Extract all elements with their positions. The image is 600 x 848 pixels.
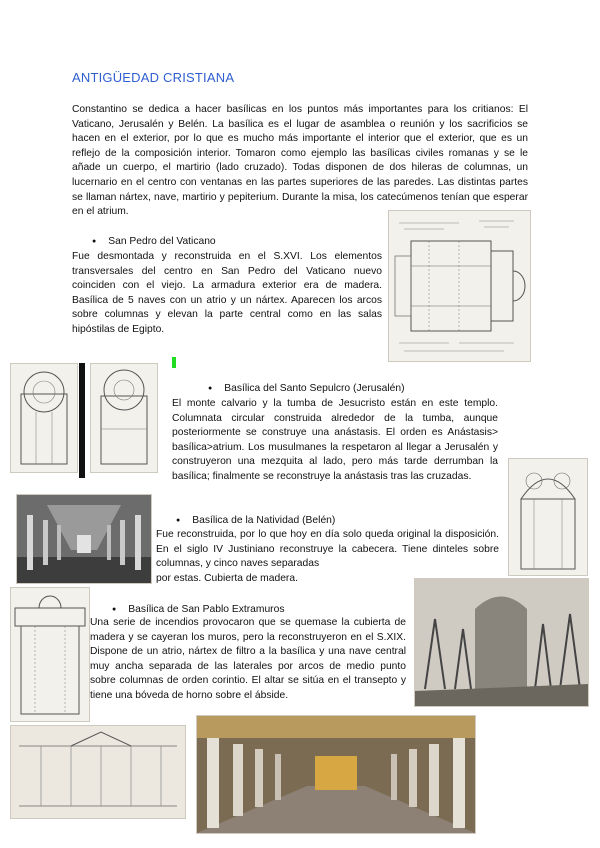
page-title: ANTIGÜEDAD CRISTIANA (72, 70, 235, 85)
pablo-heading: ● Basílica de San Pablo Extramuros (112, 603, 284, 618)
pablo-plan-figure (10, 587, 90, 722)
natividad-paragraph: Fue reconstruida, por lo que hoy en día solo queda original la disposición. En el siglo IV Justiniano reconstruye la cabecera. Tiene dinteles sobre columnas, y cinco naves separadas (156, 529, 499, 570)
sepulcro-plan-figure-2 (90, 363, 158, 473)
vaticano-paragraph: Fue desmontada y reconstruida en el S.XVI. Los elementos transversales del centro en San Pedro del Vaticano nuevo coinciden con el viejo. La armadura exterior era de madera. Basílica de 5 naves con un atrio y un nártex. Aparecen los arcos sobre columnas y elevan la parte central como en las salas hipóstilas de Egipto. (72, 251, 382, 335)
natividad-plan-figure (508, 458, 588, 576)
pablo-interior-photo (196, 715, 476, 834)
pablo-paragraph: Una serie de incendios provocaron que se quemase la cubierta de madera y se cayeran los muros, pero la reconstruyeron en el S.XIX. Dispone de un atrio, nártex de filtro a la basílica y una nave central muy ancha separada de las laterales por arcos de medio punto sobre columnas de orden corintio. El altar se sitúa en el transepto y tiene una bóveda de horno sobre el ábside. (90, 617, 406, 701)
vaticano-heading: ● San Pedro del Vaticano (92, 235, 216, 250)
sepulcro-plan-figure-1 (10, 363, 78, 473)
sepulcro-heading: ● Basílica del Santo Sepulcro (Jerusalén) (208, 382, 405, 397)
natividad-paragraph-end: por estas. Cubierta de madera. (156, 573, 298, 584)
narthex-highlight (172, 357, 176, 368)
natividad-heading: ● Basílica de la Natividad (Belén) (176, 514, 335, 529)
narthex-definition (172, 352, 176, 370)
pablo-elevation-engraving (10, 725, 186, 819)
pablo-ruins-engraving (414, 578, 589, 707)
vaticano-plan-figure (388, 210, 531, 362)
intro-paragraph: Constantino se dedica a hacer basílicas en los puntos más importantes para los critianos: El Vaticano, Jerusalén y Belén. La basílica es el lugar de asamblea o reunión y los sacrificios se hacen en el exterior, por lo que es mucho más importante el interior que el exterior, que es un reflejo de la composición interior. Tomaron como ejemplo las basílicas civiles romanas y se le añade un cuerpo, el martirio (lado cruzado). Todas disponen de dos hileras de columnas, un lucernario en el centro con ventanas en las partes superiores de las paredes. Las distintas partes se llaman nártex, nave, martirio y pepiterium. Durante la misa, los catecúmenos tenían que esperar en el atrium. (72, 104, 528, 218)
sepulcro-paragraph: El monte calvario y la tumba de Jesucristo están en este templo. Columnata circular construida alrededor de la tumba, aunque posteriormente se construye una anástasis. El orden es Anástasis> basílica>atrium. Los musulmanes la respetaron al llegar a Jerusalén y construyeron una mezquita al lado, pero más tarde derrumban la basílica; finalmente se reconstruye la anástasis tras las cruzadas. (172, 398, 498, 482)
divider-bar (79, 363, 85, 478)
natividad-interior-photo (16, 494, 152, 584)
